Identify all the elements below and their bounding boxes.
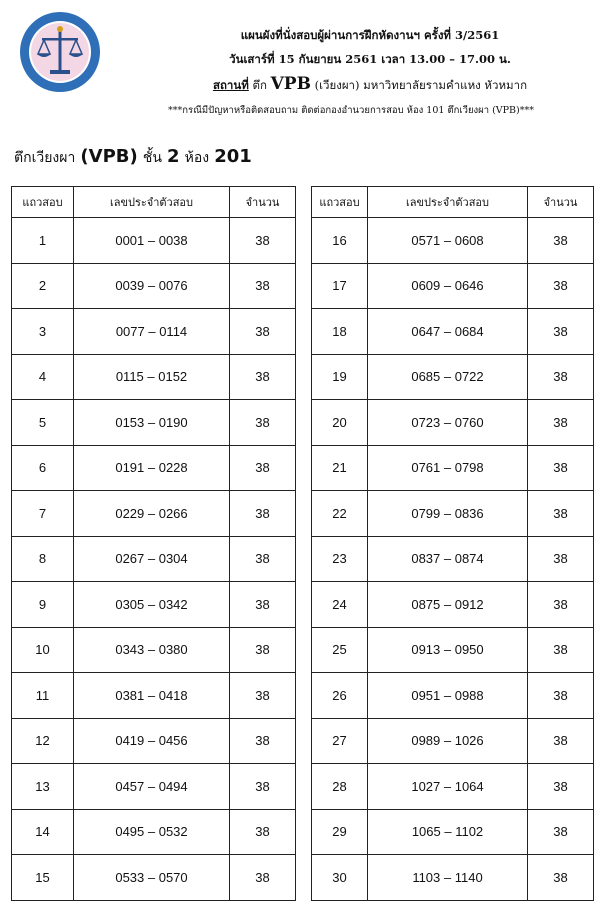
col-row-header: แถวสอบ [312, 187, 368, 218]
place-label: สถานที่ [212, 78, 249, 92]
seating-table-left [11, 186, 296, 901]
header-location [150, 74, 590, 95]
table-row [312, 309, 594, 355]
table-row [12, 309, 296, 355]
table-row [12, 627, 296, 673]
exam-row-number: 18 [312, 309, 368, 355]
exam-id-range: 0153 – 0190 [74, 400, 230, 446]
exam-row-number: 22 [312, 491, 368, 537]
table-row [12, 809, 296, 855]
table-row [312, 718, 594, 764]
table-row [312, 400, 594, 446]
justice-scales-seal-icon [18, 10, 102, 94]
exam-row-number: 24 [312, 582, 368, 628]
table-row [312, 582, 594, 628]
exam-id-range: 0989 – 1026 [368, 718, 528, 764]
exam-row-number: 16 [312, 218, 368, 264]
exam-id-range: 0115 – 0152 [74, 354, 230, 400]
exam-row-number: 28 [312, 764, 368, 810]
exam-id-range: 0419 – 0456 [74, 718, 230, 764]
exam-row-number: 21 [312, 445, 368, 491]
exam-id-range: 0001 – 0038 [74, 218, 230, 264]
seat-count: 38 [230, 673, 296, 719]
room-number: 201 [214, 146, 252, 167]
exam-row-number: 14 [12, 809, 74, 855]
table-row [12, 718, 296, 764]
exam-row-number: 23 [312, 536, 368, 582]
seat-count: 38 [528, 718, 594, 764]
exam-id-range: 0685 – 0722 [368, 354, 528, 400]
seat-count: 38 [230, 718, 296, 764]
exam-id-range: 0381 – 0418 [74, 673, 230, 719]
exam-id-range: 0799 – 0836 [368, 491, 528, 537]
seating-table-right [311, 186, 594, 901]
seat-count: 38 [528, 536, 594, 582]
exam-id-range: 0837 – 0874 [368, 536, 528, 582]
seat-count: 38 [230, 764, 296, 810]
place-vpb: VPB [270, 74, 311, 94]
col-id-range-header: เลขประจำตัวสอบ [368, 187, 528, 218]
header-date: วันเสาร์ที่ 15 กันยายน 2561 เวลา 13.00 – 17.00 น. [229, 52, 511, 66]
table-row [312, 263, 594, 309]
table-row [12, 218, 296, 264]
seating-table-left-body [12, 218, 296, 901]
exam-id-range: 0077 – 0114 [74, 309, 230, 355]
exam-row-number: 2 [12, 263, 74, 309]
exam-row-number: 7 [12, 491, 74, 537]
seat-count: 38 [230, 263, 296, 309]
seat-count: 38 [230, 809, 296, 855]
exam-id-range: 1103 – 1140 [368, 855, 528, 901]
seat-count: 38 [528, 263, 594, 309]
exam-row-number: 26 [312, 673, 368, 719]
exam-row-number: 8 [12, 536, 74, 582]
exam-row-number: 9 [12, 582, 74, 628]
table-row [312, 673, 594, 719]
seat-count: 38 [528, 855, 594, 901]
exam-row-number: 1 [12, 218, 74, 264]
seating-table-right-body [312, 218, 594, 901]
seat-count: 38 [230, 582, 296, 628]
table-header-row [12, 187, 296, 218]
exam-row-number: 11 [12, 673, 74, 719]
seat-count: 38 [230, 400, 296, 446]
exam-id-range: 0267 – 0304 [74, 536, 230, 582]
exam-id-range: 0647 – 0684 [368, 309, 528, 355]
table-row [12, 582, 296, 628]
col-count-header: จำนวน [230, 187, 296, 218]
seat-count: 38 [528, 764, 594, 810]
exam-row-number: 25 [312, 627, 368, 673]
seat-count: 38 [528, 445, 594, 491]
table-row [312, 218, 594, 264]
table-row [312, 445, 594, 491]
exam-row-number: 3 [12, 309, 74, 355]
exam-id-range: 0761 – 0798 [368, 445, 528, 491]
seat-count: 38 [528, 809, 594, 855]
table-row [12, 673, 296, 719]
seat-count: 38 [528, 309, 594, 355]
seat-count: 38 [230, 536, 296, 582]
col-count-header: จำนวน [528, 187, 594, 218]
exam-row-number: 19 [312, 354, 368, 400]
seat-count: 38 [230, 627, 296, 673]
exam-row-number: 27 [312, 718, 368, 764]
exam-id-range: 0875 – 0912 [368, 582, 528, 628]
building-name: ตึกเวียงผา [14, 150, 76, 166]
floor-label: ชั้น [142, 150, 162, 166]
contact-notice: ***กรณีมีปัญหาหรือติดสอบถาม ติดต่อกองอำนวยการสอบ ห้อง 101 ตึกเวียงผา (VPB)*** [167, 105, 534, 116]
exam-row-number: 10 [12, 627, 74, 673]
exam-row-number: 13 [12, 764, 74, 810]
seat-count: 38 [230, 491, 296, 537]
table-header-row [312, 187, 594, 218]
exam-id-range: 1065 – 1102 [368, 809, 528, 855]
exam-row-number: 6 [12, 445, 74, 491]
seat-count: 38 [230, 218, 296, 264]
exam-id-range: 0533 – 0570 [74, 855, 230, 901]
exam-id-range: 0039 – 0076 [74, 263, 230, 309]
document-header [0, 0, 600, 130]
exam-id-range: 0913 – 0950 [368, 627, 528, 673]
table-row [312, 491, 594, 537]
exam-row-number: 15 [12, 855, 74, 901]
table-row [12, 263, 296, 309]
building-heading [14, 146, 252, 169]
exam-row-number: 17 [312, 263, 368, 309]
exam-id-range: 0305 – 0342 [74, 582, 230, 628]
table-row [12, 536, 296, 582]
seat-count: 38 [528, 354, 594, 400]
seat-count: 38 [528, 491, 594, 537]
table-row [312, 764, 594, 810]
seat-count: 38 [230, 354, 296, 400]
seat-count: 38 [528, 627, 594, 673]
table-row [312, 354, 594, 400]
exam-id-range: 0457 – 0494 [74, 764, 230, 810]
place-rest: (เวียงผา) มหาวิทยาลัยรามคำแหง หัวหมาก [314, 78, 528, 92]
table-row [312, 809, 594, 855]
exam-id-range: 1027 – 1064 [368, 764, 528, 810]
seat-count: 38 [528, 400, 594, 446]
header-title: แผนผังที่นั่งสอบผู้ผ่านการฝึกหัดงานฯ ครั้งที่ 3/2561 [240, 28, 500, 42]
exam-row-number: 5 [12, 400, 74, 446]
exam-id-range: 0609 – 0646 [368, 263, 528, 309]
table-row [312, 627, 594, 673]
exam-id-range: 0191 – 0228 [74, 445, 230, 491]
table-row [312, 536, 594, 582]
seat-count: 38 [528, 673, 594, 719]
exam-id-range: 0951 – 0988 [368, 673, 528, 719]
exam-row-number: 4 [12, 354, 74, 400]
table-row [312, 855, 594, 901]
col-row-header: แถวสอบ [12, 187, 74, 218]
col-id-range-header: เลขประจำตัวสอบ [74, 187, 230, 218]
exam-row-number: 20 [312, 400, 368, 446]
table-row [12, 400, 296, 446]
exam-row-number: 30 [312, 855, 368, 901]
seat-count: 38 [230, 309, 296, 355]
seat-count: 38 [230, 445, 296, 491]
exam-id-range: 0723 – 0760 [368, 400, 528, 446]
exam-row-number: 29 [312, 809, 368, 855]
exam-id-range: 0343 – 0380 [74, 627, 230, 673]
exam-id-range: 0571 – 0608 [368, 218, 528, 264]
seat-count: 38 [528, 218, 594, 264]
exam-id-range: 0229 – 0266 [74, 491, 230, 537]
table-row [12, 445, 296, 491]
seat-count: 38 [230, 855, 296, 901]
floor-number: 2 [166, 146, 180, 167]
table-row [12, 491, 296, 537]
place-building-label: ตึก [252, 78, 267, 92]
table-row [12, 855, 296, 901]
table-row [12, 354, 296, 400]
exam-row-number: 12 [12, 718, 74, 764]
building-code: (VPB) [80, 146, 138, 167]
table-row [12, 764, 296, 810]
exam-id-range: 0495 – 0532 [74, 809, 230, 855]
room-label: ห้อง [184, 150, 210, 166]
seat-count: 38 [528, 582, 594, 628]
